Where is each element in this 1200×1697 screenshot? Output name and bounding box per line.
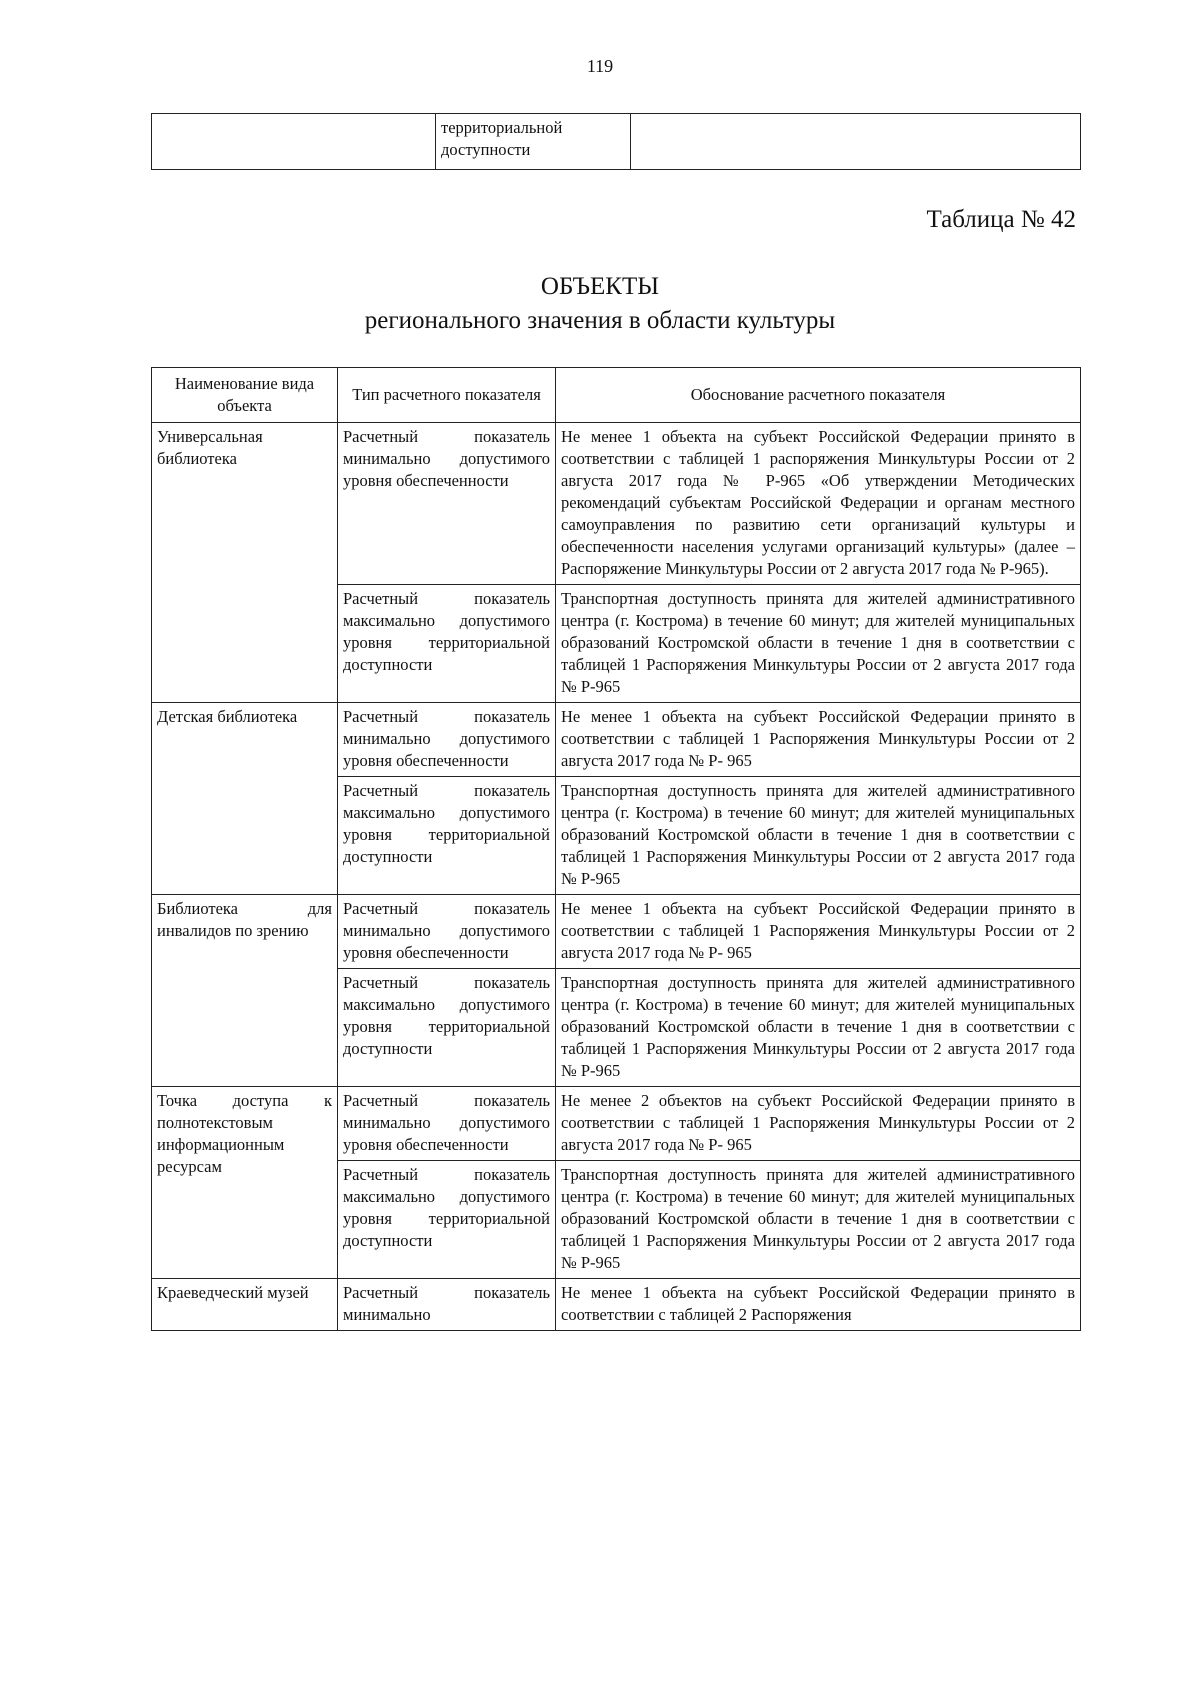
indicator-type-cell: Расчетный показатель максимально допустимого уровня территориальной доступности xyxy=(338,777,556,895)
table-row xyxy=(152,114,1081,170)
table-row xyxy=(152,895,1081,969)
justification-cell: Не менее 1 объекта на субъект Российской Федерации принято в соответствии с таблицей 1 Распоряжения Минкультуры России от 2 августа 2017 года № Р- 965 xyxy=(556,895,1081,969)
header-justification: Обоснование расчетного показателя xyxy=(556,368,1081,423)
header-name: Наименование вида объекта xyxy=(152,368,338,423)
table-title: ОБЪЕКТЫ xyxy=(540,273,660,300)
justification-cell: Не менее 1 объекта на субъект Российской Федерации принято в соответствии с таблицей 2 Распоряжения xyxy=(556,1279,1081,1331)
indicator-type-cell: Расчетный показатель максимально допустимого уровня территориальной доступности xyxy=(338,969,556,1087)
header-type: Тип расчетного показателя xyxy=(338,368,556,423)
justification-cell: Не менее 2 объектов на субъект Российской Федерации принято в соответствии с таблицей 1 Распоряжения Минкультуры России от 2 августа 2017 года № Р- 965 xyxy=(556,1087,1081,1161)
continuation-cell-name xyxy=(152,114,436,170)
table-label: Таблица № 42 xyxy=(926,206,1076,233)
title-block xyxy=(0,270,1200,338)
page-number: 119 xyxy=(586,56,614,76)
table-row xyxy=(152,703,1081,777)
table-row xyxy=(152,1279,1081,1331)
indicator-type-cell: Расчетный показатель минимально допустимого уровня обеспеченности xyxy=(338,1087,556,1161)
object-name-cell: Универсальная библиотека xyxy=(152,423,338,703)
continuation-cell-justification xyxy=(631,114,1081,170)
object-name-cell: Краеведческий музей xyxy=(152,1279,338,1331)
indicator-type-cell: Расчетный показатель минимально допустимого уровня обеспеченности xyxy=(338,703,556,777)
indicator-type-cell: Расчетный показатель минимально xyxy=(338,1279,556,1331)
justification-cell: Транспортная доступность принята для жителей административного центра (г. Кострома) в течение 60 минут; для жителей муниципальных образований Костромской области в течение 1 дня в соответствии с таблицей 1 Распоряжения Минкультуры России от 2 августа 2017 года № Р-965 xyxy=(556,969,1081,1087)
indicator-type-cell: Расчетный показатель минимально допустимого уровня обеспеченности xyxy=(338,895,556,969)
object-name-cell: Точка доступа к полнотекстовым информационным ресурсам xyxy=(152,1087,338,1279)
justification-cell: Транспортная доступность принята для жителей административного центра (г. Кострома) в течение 60 минут; для жителей муниципальных образований Костромской области в течение 1 дня в соответствии с таблицей 1 Распоряжения Минкультуры России от 2 августа 2017 года № Р-965 xyxy=(556,1161,1081,1279)
table-subtitle: регионального значения в области культуры xyxy=(364,307,836,334)
indicator-type-cell: Расчетный показатель максимально допустимого уровня территориальной доступности xyxy=(338,585,556,703)
table-row xyxy=(152,1087,1081,1161)
indicator-type-cell: Расчетный показатель максимально допустимого уровня территориальной доступности xyxy=(338,1161,556,1279)
table-row xyxy=(152,423,1081,585)
header-row xyxy=(152,368,1081,423)
justification-cell: Транспортная доступность принята для жителей административного центра (г. Кострома) в течение 60 минут; для жителей муниципальных образований Костромской области в течение 1 дня в соответствии с таблицей 1 Распоряжения Минкультуры России от 2 августа 2017 года № Р-965 xyxy=(556,585,1081,703)
justification-cell: Транспортная доступность принята для жителей административного центра (г. Кострома) в течение 60 минут; для жителей муниципальных образований Костромской области в течение 1 дня в соответствии с таблицей 1 Распоряжения Минкультуры России от 2 августа 2017 года № Р-965 xyxy=(556,777,1081,895)
justification-cell: Не менее 1 объекта на субъект Российской Федерации принято в соответствии с таблицей 1 Распоряжения Минкультуры России от 2 августа 2017 года № Р- 965 xyxy=(556,703,1081,777)
indicator-type-cell: Расчетный показатель минимально допустимого уровня обеспеченности xyxy=(338,423,556,585)
continuation-table xyxy=(151,113,1081,170)
objects-table xyxy=(151,367,1081,1331)
object-name-cell: Библиотека для инвалидов по зрению xyxy=(152,895,338,1087)
object-name-cell: Детская библиотека xyxy=(152,703,338,895)
justification-cell: Не менее 1 объекта на субъект Российской Федерации принято в соответствии с таблицей 1 распоряжения Минкультуры России от 2 августа 2017 года № Р-965 «Об утверждении Методических рекомендаций субъектам Российской Федерации и органам местного самоуправления по развитию сети организаций культуры и обеспеченности населения услугами организаций культуры» (далее – Распоряжение Минкультуры России от 2 августа 2017 года № Р-965). xyxy=(556,423,1081,585)
continuation-cell-type: территориальной доступности xyxy=(436,114,631,170)
